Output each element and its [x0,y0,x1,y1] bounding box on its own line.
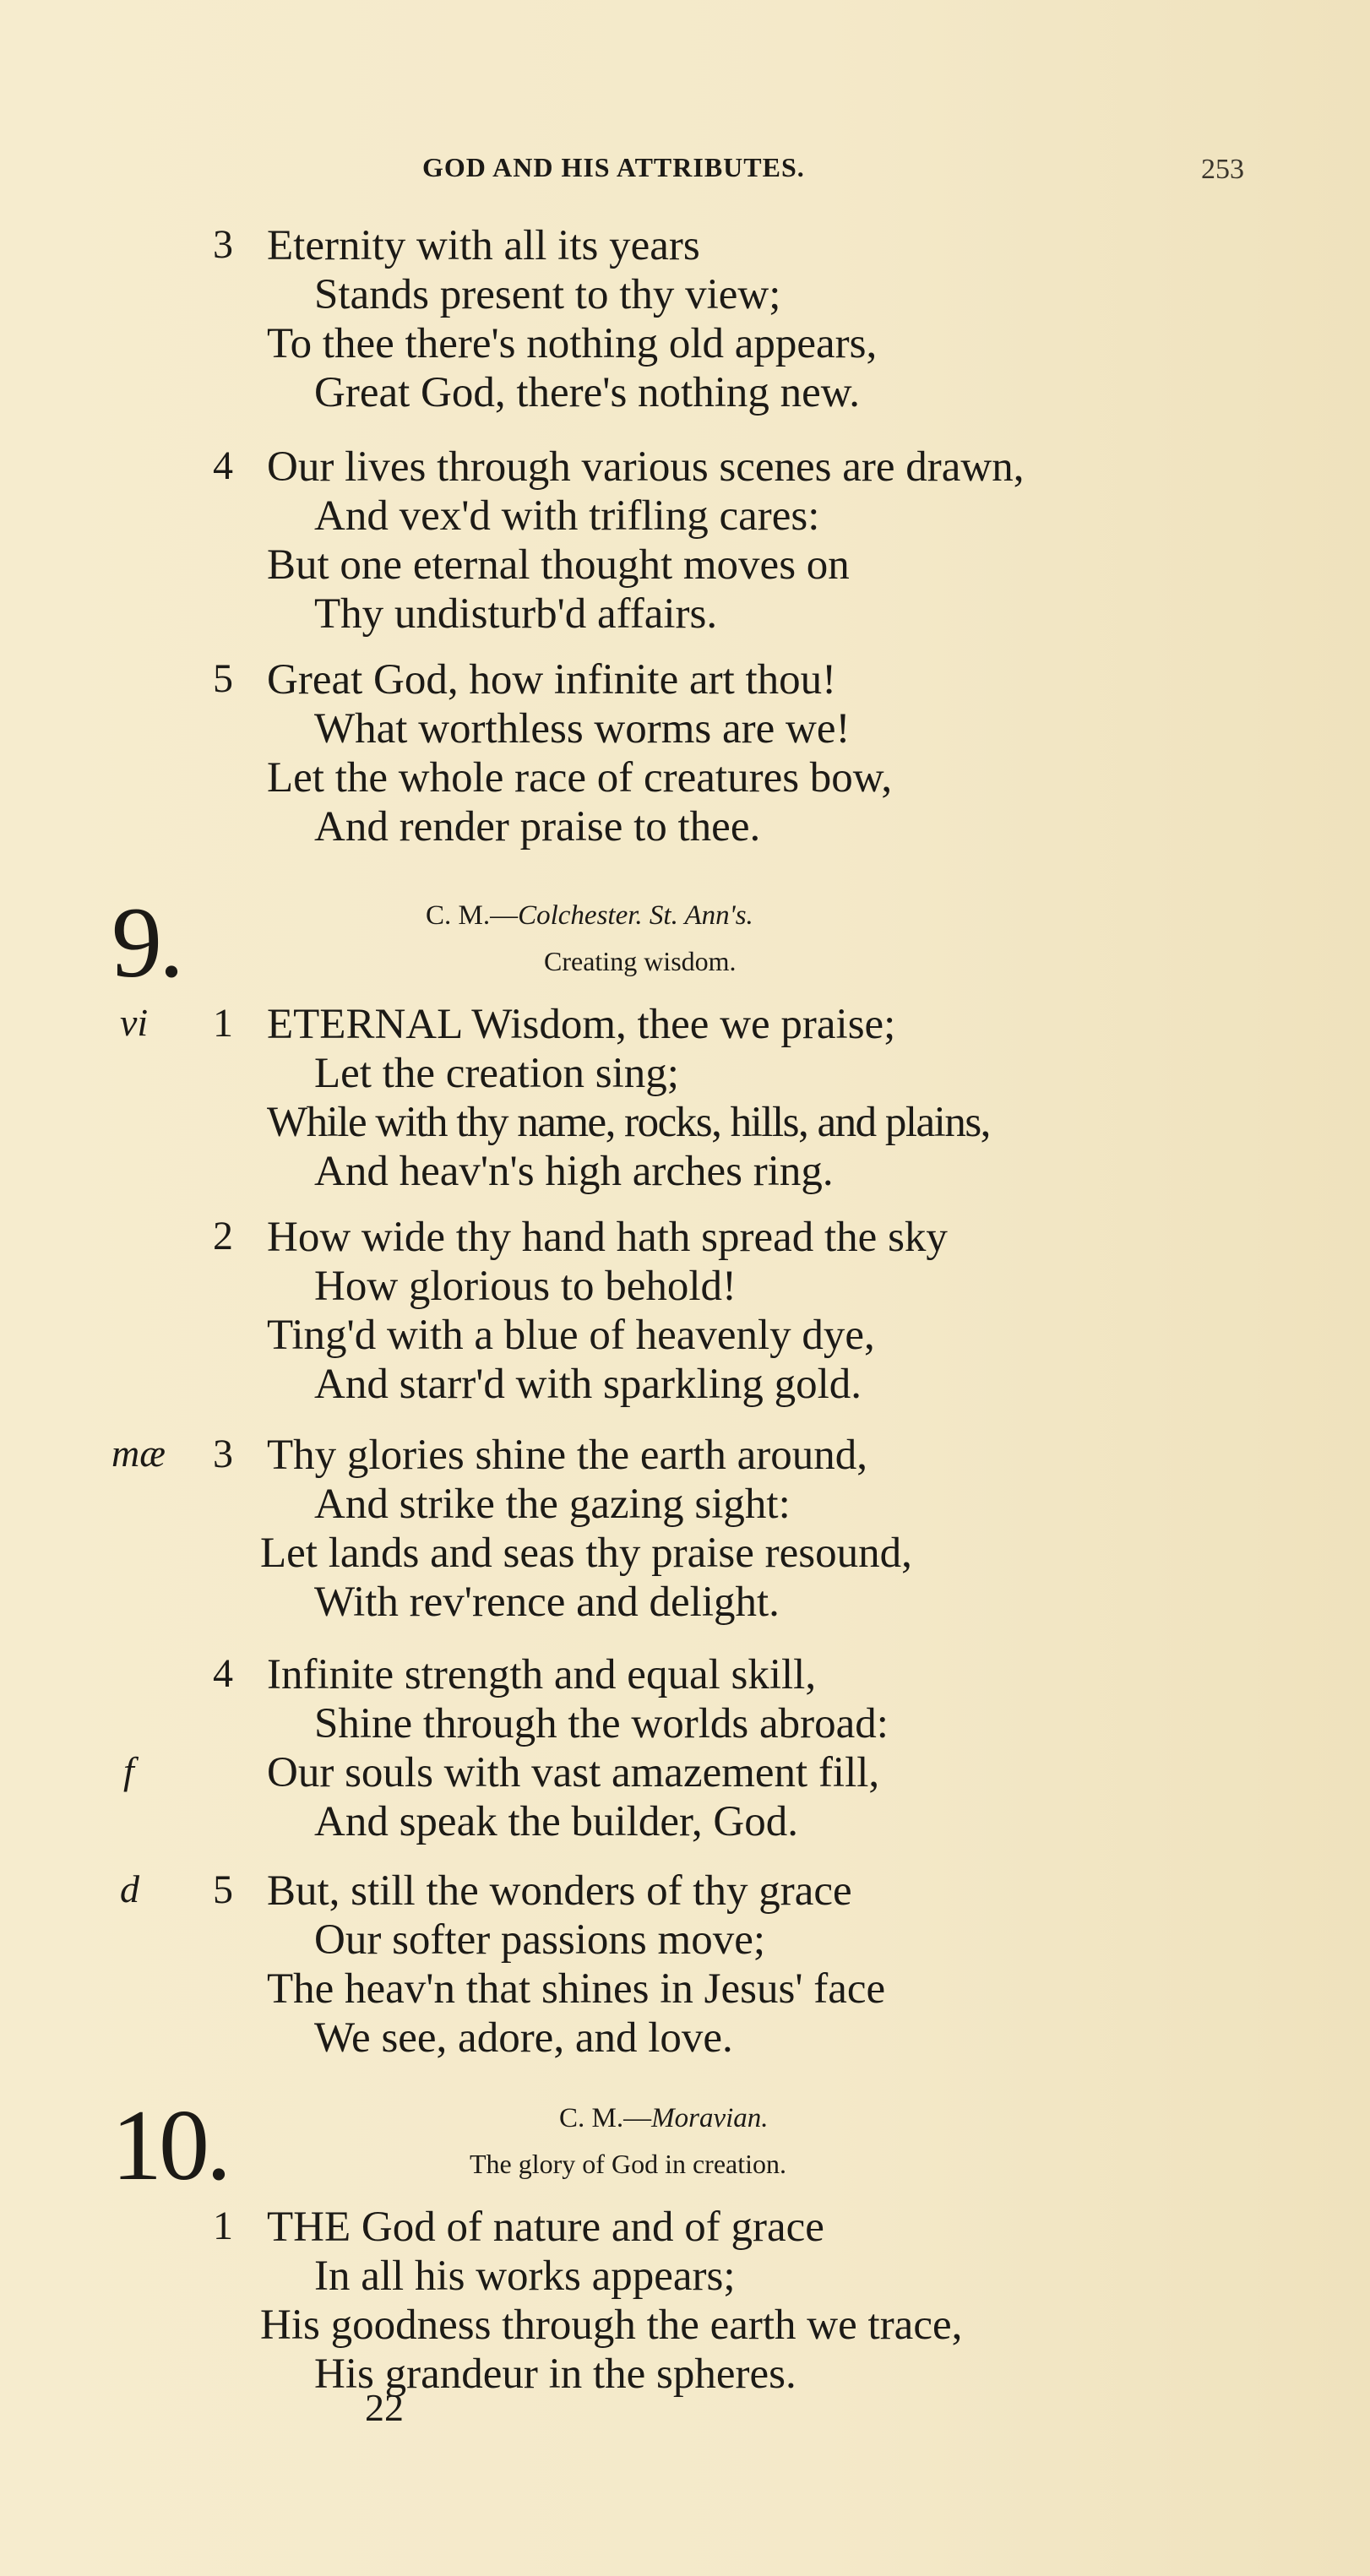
verse-line: While with thy name, rocks, hills, and plains, [267,1099,990,1146]
verse-line: Thy glories shine the earth around, [267,1432,867,1479]
verse-number: 4 [213,1651,233,1696]
verse-line: Shine through the worlds abroad: [314,1700,889,1747]
verse-line: And vex'd with trifling cares: [314,492,820,540]
verse-line: Stands present to thy view; [314,271,781,318]
verse-number: 2 [213,1214,233,1258]
verse-line: His grandeur in the spheres. [314,2350,796,2398]
verse-line: Our souls with vast amazement fill, [267,1749,880,1796]
running-title: GOD AND HIS ATTRIBUTES. [422,152,805,182]
verse-line: How glorious to behold! [314,1263,737,1310]
hymn-number: 9. [111,886,181,998]
signature-mark: 22 [365,2386,404,2429]
dynamic-mark: vi [120,1001,149,1044]
verse-line: His goodness through the earth we trace, [260,2302,963,2349]
verse-number: 3 [213,1432,233,1476]
verse-number: 1 [213,1001,233,1046]
dynamic-mark: d [120,1867,139,1910]
verse-line: Our softer passions move; [314,1916,766,1964]
verse-line: And starr'd with sparkling gold. [314,1361,862,1408]
page-number: 253 [1201,154,1244,185]
verse-line: We see, adore, and love. [314,2014,733,2062]
verse-number: 4 [213,443,233,488]
hymn-number: 10. [111,2089,228,2201]
verse-line: But one eternal thought moves on [267,541,850,589]
verse-line: Let the creation sing; [314,1050,679,1097]
meter-label: C. M.— [559,2103,652,2133]
verse-line: Let the whole race of creatures bow, [267,754,893,802]
hymn-subject: Creating wisdom. [544,946,737,976]
verse-line: ETERNAL Wisdom, thee we praise; [267,1001,896,1048]
verse-number: 3 [213,222,233,267]
verse-number: 1 [213,2204,233,2248]
verse-line: And heav'n's high arches ring. [314,1148,834,1195]
verse-line: Eternity with all its years [267,222,700,269]
verse-line: Great God, there's nothing new. [314,369,861,416]
verse-line: Great God, how infinite art thou! [267,656,837,704]
verse-line: THE God of nature and of grace [267,2204,824,2251]
verse-line: In all his works appears; [314,2253,736,2300]
verse-line: And strike the gazing sight: [314,1481,791,1528]
hymn-meter [559,2103,769,2134]
verse-number: 5 [213,1867,233,1912]
verse-line: Thy undisturb'd affairs. [314,590,718,638]
verse-line: How wide thy hand hath spread the sky [267,1214,948,1261]
verse-line: Ting'd with a blue of heavenly dye, [267,1312,875,1359]
verse-line: Our lives through various scenes are drawn, [267,443,1025,491]
hymn-meter [426,900,753,932]
verse-line: But, still the wonders of thy grace [267,1867,852,1915]
hymn-subject: The glory of God in creation. [470,2149,786,2179]
verse-line: To thee there's nothing old appears, [267,320,878,367]
tune-names: Colchester. St. Ann's. [518,900,753,931]
dynamic-mark: mæ [111,1432,166,1475]
verse-number: 5 [213,656,233,701]
tune-names: Moravian. [651,2103,769,2133]
verse-line: And render praise to thee. [314,803,761,851]
verse-line: Let lands and seas thy praise resound, [260,1530,912,1577]
verse-line: The heav'n that shines in Jesus' face [267,1965,886,2013]
verse-line: And speak the builder, God. [314,1798,799,1845]
verse-line: Infinite strength and equal skill, [267,1651,817,1698]
verse-line: With rev'rence and delight. [314,1579,780,1626]
dynamic-mark: f [123,1749,134,1792]
verse-line: What worthless worms are we! [314,705,851,753]
meter-label: C. M.— [426,900,519,931]
